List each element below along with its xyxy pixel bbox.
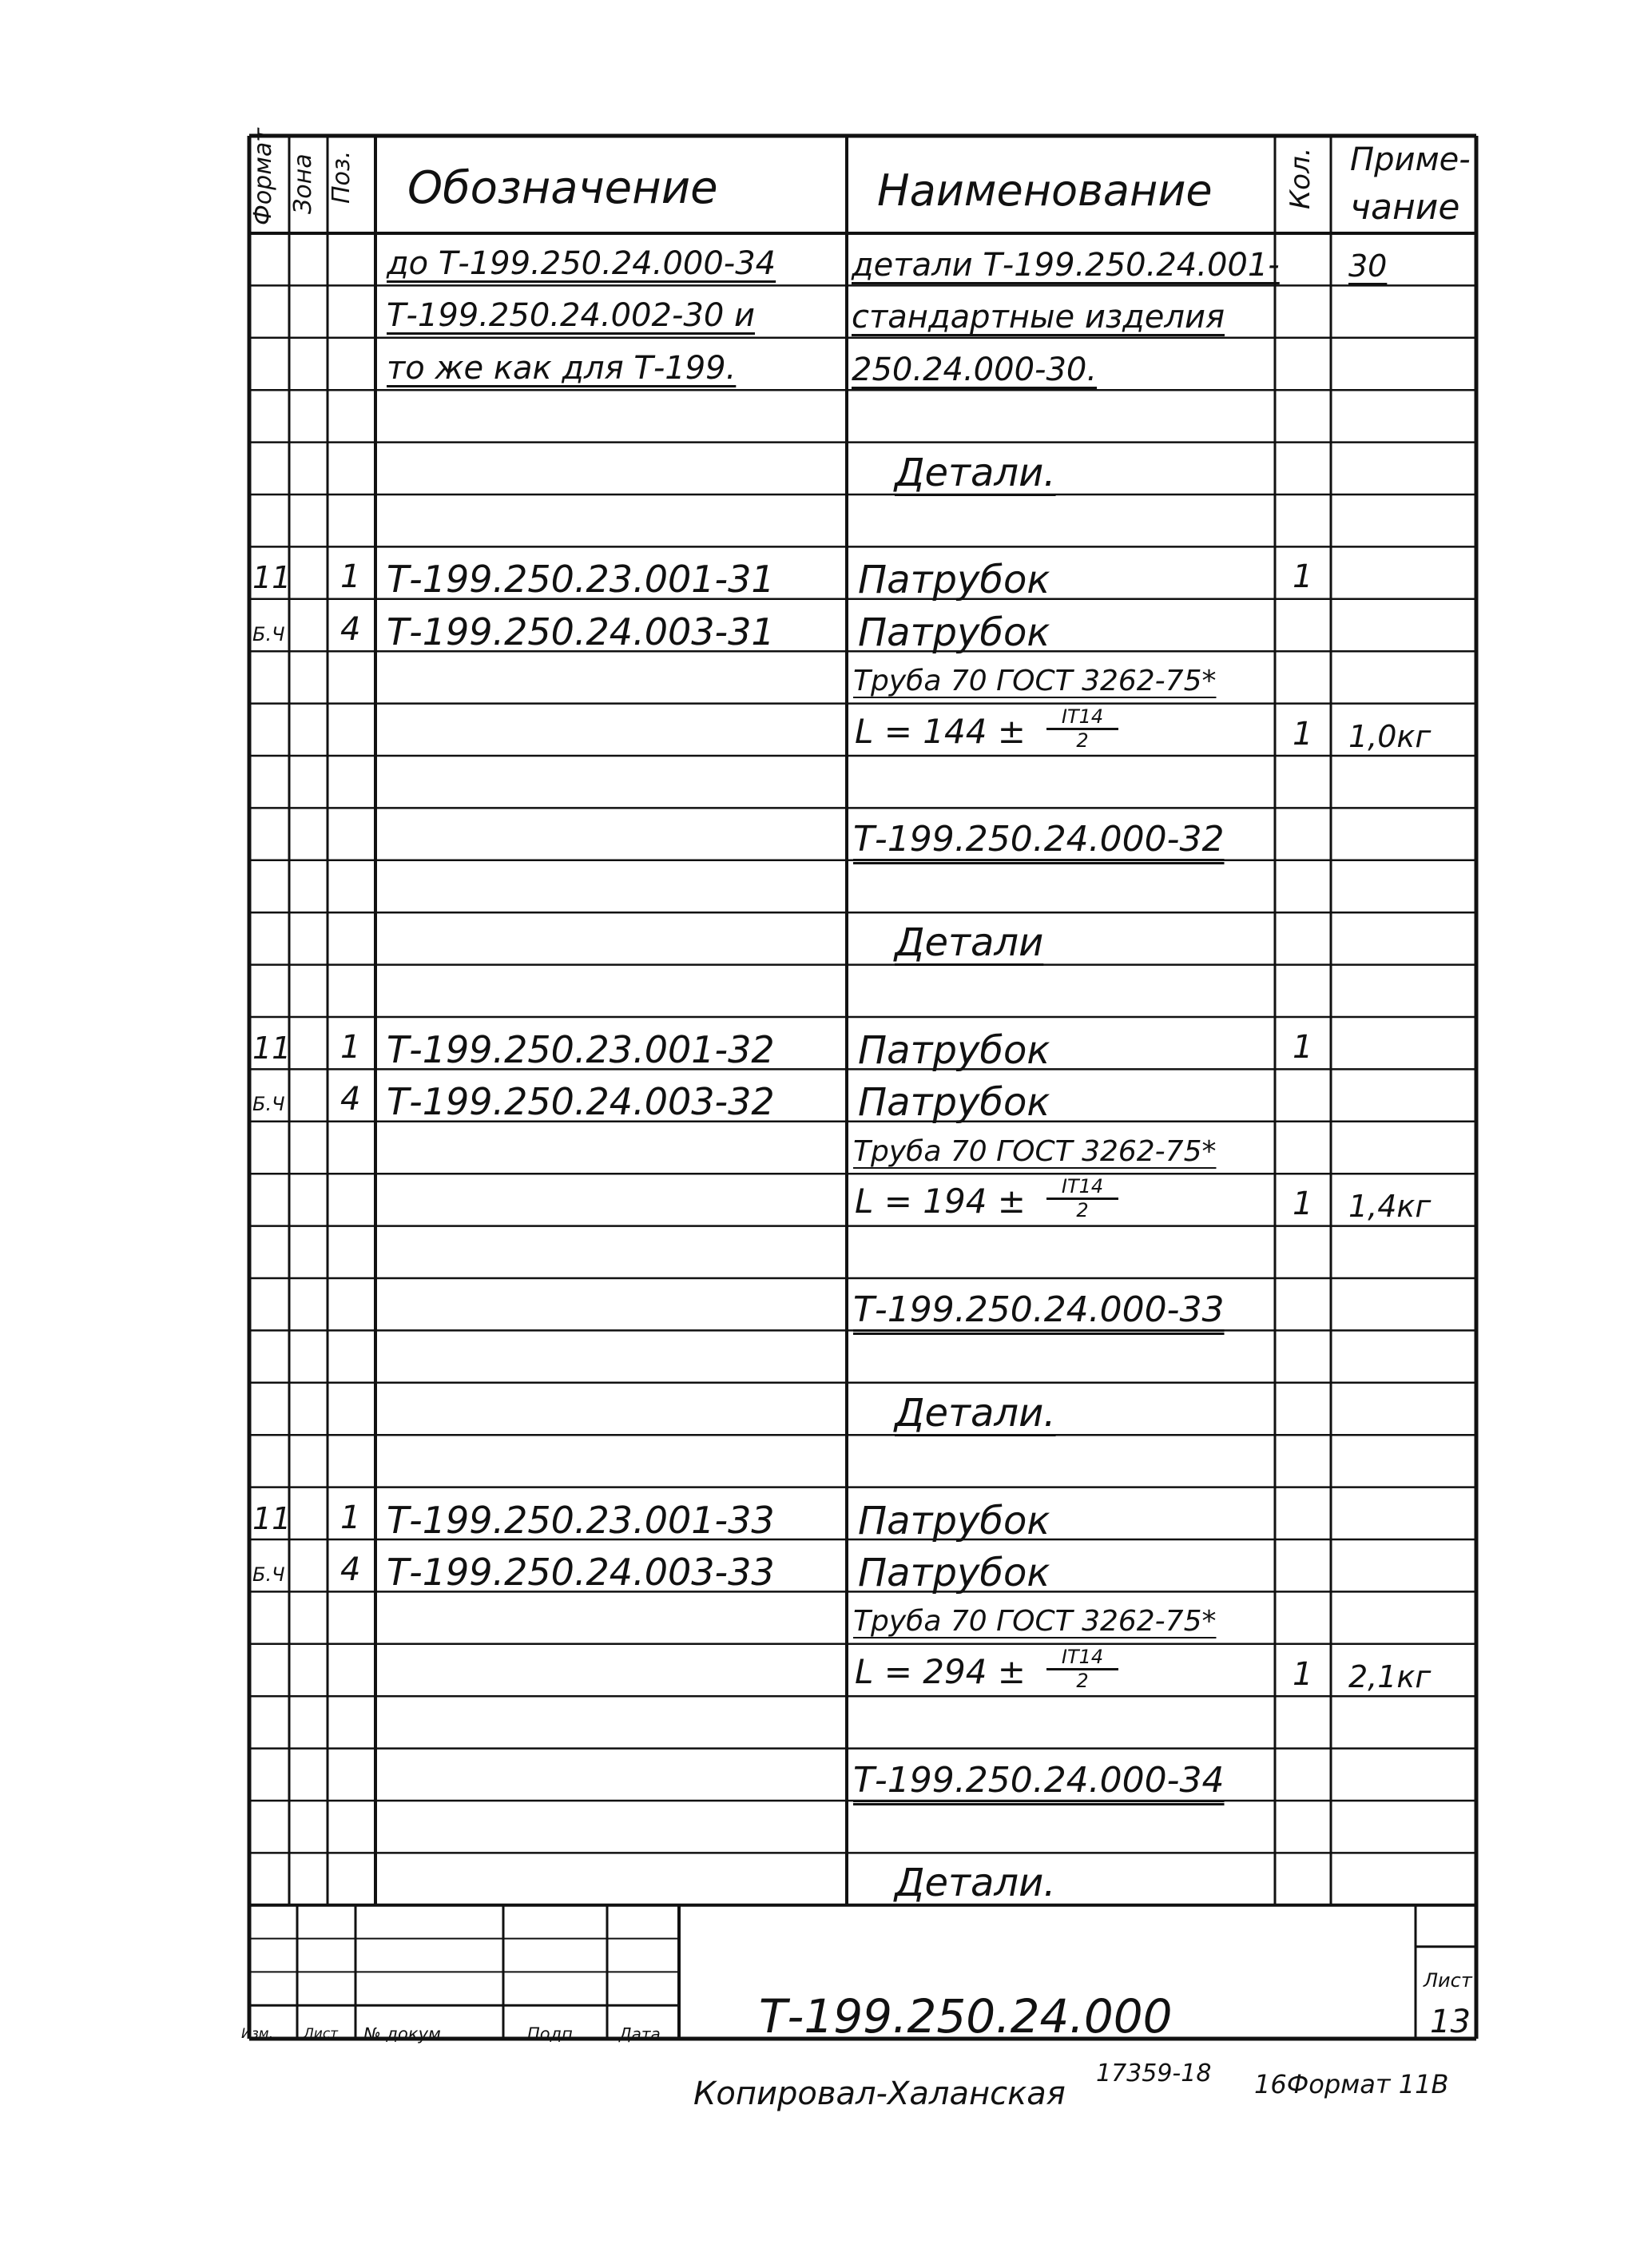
row-name: L = 144 ± [855,711,1026,751]
row-note: 2,1кг [1348,1658,1432,1694]
tb-col-sign: Подп. [527,2024,578,2044]
row-name: Труба 70 ГОСТ 3262-75* [853,1134,1217,1168]
footer-format: 16Формат 11В [1254,2069,1449,2099]
header-zone: Зона [289,153,317,214]
row-name: Патрубок [858,558,1050,603]
row-name: Патрубок [858,1551,1050,1595]
header-note-line2: чание [1350,187,1460,228]
row-designation: Т-199.250.24.002-30 и [387,297,755,335]
row-format: 11 [252,560,292,596]
row-name: Патрубок [858,1080,1050,1126]
row-format: Б.Ч [252,1093,285,1116]
row-designation: Т-199.250.23.001-33 [387,1498,775,1542]
row-name: Патрубок [858,610,1050,655]
row-position: 1 [340,558,361,596]
order-number: 17359-18 [1096,2059,1212,2087]
row-name: Т-199.250.24.000-34 [853,1759,1225,1801]
row-designation: Т-199.250.23.001-32 [387,1028,775,1071]
row-position: 1 [340,1029,361,1066]
row-name: Патрубок [858,1028,1050,1073]
row-qty: 1 [1293,1186,1313,1223]
tolerance-denominator: 2 [1076,1199,1089,1222]
row-designation: Т-199.250.24.003-31 [387,610,775,653]
row-qty: 1 [1293,558,1313,596]
row-name: стандартные изделия [852,299,1225,336]
header-format: Формат [249,128,277,225]
row-format: 11 [252,1500,292,1536]
tolerance-denominator: 2 [1076,1669,1089,1692]
row-name: Т-199.250.24.000-33 [853,1289,1225,1330]
row-note: 30 [1348,248,1388,284]
row-name: детали Т-199.250.24.001- [852,247,1280,284]
row-designation: до Т-199.250.24.000-34 [387,245,776,282]
row-name: L = 194 ± [855,1182,1026,1221]
row-format: Б.Ч [252,1563,285,1586]
tb-col-date: Дата [619,2024,661,2044]
row-name: Детали. [895,450,1056,495]
row-name: Детали [895,920,1044,966]
row-designation: то же как для Т-199. [387,349,737,387]
row-name: 250.24.000-30. [852,351,1098,388]
row-format: Б.Ч [252,622,285,645]
row-name: Труба 70 ГОСТ 3262-75* [853,665,1217,698]
row-name: Т-199.250.24.000-32 [853,819,1225,860]
row-designation: Т-199.250.23.001-31 [387,558,775,602]
tolerance-numerator: IT14 [1046,1175,1118,1200]
row-position: 4 [340,1081,361,1118]
tb-col-izm: Изм. [241,2026,273,2042]
copied-by: Копировал-Халанская [693,2075,1066,2112]
row-qty: 1 [1293,715,1313,753]
row-position: 4 [340,1551,361,1588]
row-position: 4 [340,610,361,648]
tolerance-numerator: IT14 [1046,1646,1118,1670]
row-format: 11 [252,1031,292,1066]
row-name: Патрубок [858,1498,1050,1543]
row-qty: 1 [1293,1029,1313,1066]
row-qty: 1 [1293,1655,1313,1693]
row-name: L = 294 ± [855,1651,1026,1691]
row-name: Детали. [895,1390,1056,1436]
tb-col-doc: № докум. [363,2024,447,2044]
row-name: Труба 70 ГОСТ 3262-75* [853,1605,1217,1638]
tolerance-numerator: IT14 [1046,705,1118,730]
tb-col-list: Лист [304,2026,339,2042]
sheet-label: Лист [1424,1969,1472,1992]
document-code: Т-199.250.24.000 [759,1989,1173,2044]
sheet-number: 13 [1430,2004,1471,2040]
header-note-line1: Приме- [1350,141,1471,178]
row-note: 1,4кг [1348,1189,1432,1225]
header-name: Наименование [877,165,1213,216]
tolerance-denominator: 2 [1076,729,1089,752]
row-note: 1,0кг [1348,718,1432,754]
header-pos: Поз. [328,150,355,204]
header-designation: Обозначение [407,162,718,214]
header-qty: Кол. [1285,147,1316,209]
row-designation: Т-199.250.24.003-33 [387,1551,775,1594]
row-position: 1 [340,1499,361,1536]
row-designation: Т-199.250.24.003-32 [387,1080,775,1124]
row-name: Детали. [895,1861,1056,1906]
